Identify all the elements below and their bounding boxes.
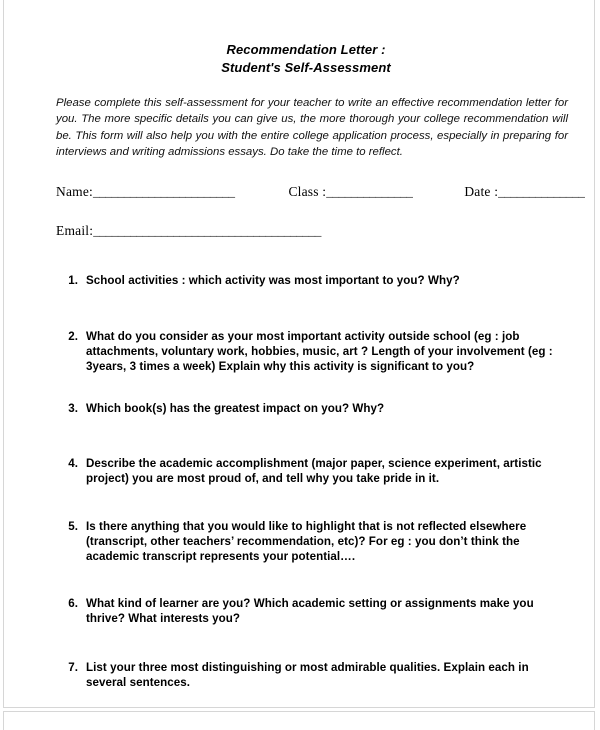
question-item-6: [56, 596, 572, 626]
intro-paragraph: Please complete this self-assessment for your teacher to write an effective recommendation letter for you. The more specific details you can give us, the more thorough your college recommendation will be. This form will also help you with the entire college application process, especially in preparing for interviews and writing admissions essays. Do take the time to reflect.: [56, 97, 568, 159]
field-name-input-rule[interactable]: _______________________: [93, 183, 235, 199]
question-item-2: [56, 329, 572, 375]
field-class-input-rule[interactable]: ______________: [326, 183, 413, 199]
field-class: [288, 183, 412, 201]
question-item-5: [56, 519, 572, 565]
question-number-5: 5.: [68, 520, 78, 534]
field-class-label: Class :: [288, 183, 327, 199]
field-email-input-rule[interactable]: _____________________________________: [93, 222, 321, 238]
question-item-4: [56, 456, 572, 486]
question-number-3: 3.: [68, 402, 78, 416]
question-text-4: Describe the academic accomplishment (major paper, science experiment, artistic project) you are most proud of, and tell why you take pride in it.: [86, 456, 542, 485]
field-date-input-rule[interactable]: ______________: [498, 183, 585, 199]
question-number-7: 7.: [68, 661, 78, 675]
page-title-line-2: Student's Self-Assessment: [221, 59, 391, 75]
question-number-6: 6.: [68, 596, 78, 610]
field-date: [464, 183, 584, 201]
question-number-2: 2.: [68, 329, 78, 343]
question-item-3: [56, 401, 572, 416]
question-text-7: List your three most distinguishing or most admirable qualities. Explain each in several sentences.: [86, 661, 529, 690]
document-page-2-sliver: [3, 711, 595, 730]
document-page-1: [3, 0, 595, 708]
question-item-7: [56, 660, 572, 690]
field-email: [56, 222, 321, 240]
field-row-primary: [56, 161, 585, 201]
question-item-1: [56, 273, 572, 288]
question-list: [56, 240, 572, 691]
field-name: [56, 183, 234, 201]
question-text-1: School activities : which activity was most important to you? Why?: [86, 273, 460, 287]
question-number-4: 4.: [68, 456, 78, 470]
question-number-1: 1.: [68, 273, 78, 287]
page-content: [4, 0, 594, 707]
question-text-3: Which book(s) has the greatest impact on you? Why?: [86, 402, 385, 416]
question-text-5: Is there anything that you would like to highlight that is not reflected elsewhere (transcript, other teachers’ recommendation, etc)? For eg : you don’t think the academic transcript represents your potential….: [86, 520, 527, 564]
field-date-label: Date :: [464, 183, 499, 199]
field-email-label: Email:: [56, 222, 94, 238]
question-text-6: What kind of learner are you? Which academic setting or assignments make you thrive? What interests you?: [86, 596, 534, 625]
page-title: [56, 0, 572, 76]
field-name-label: Name:: [56, 183, 93, 199]
field-row-email: [56, 201, 572, 240]
question-text-2: What do you consider as your most important activity outside school (eg : job attachments, voluntary work, hobbies, music, art ? Length of your involvement (eg : 3years, 3 times a week) Explain why this activity is significant to you?: [86, 329, 553, 374]
page-title-line-1: Recommendation Letter :: [226, 42, 386, 57]
